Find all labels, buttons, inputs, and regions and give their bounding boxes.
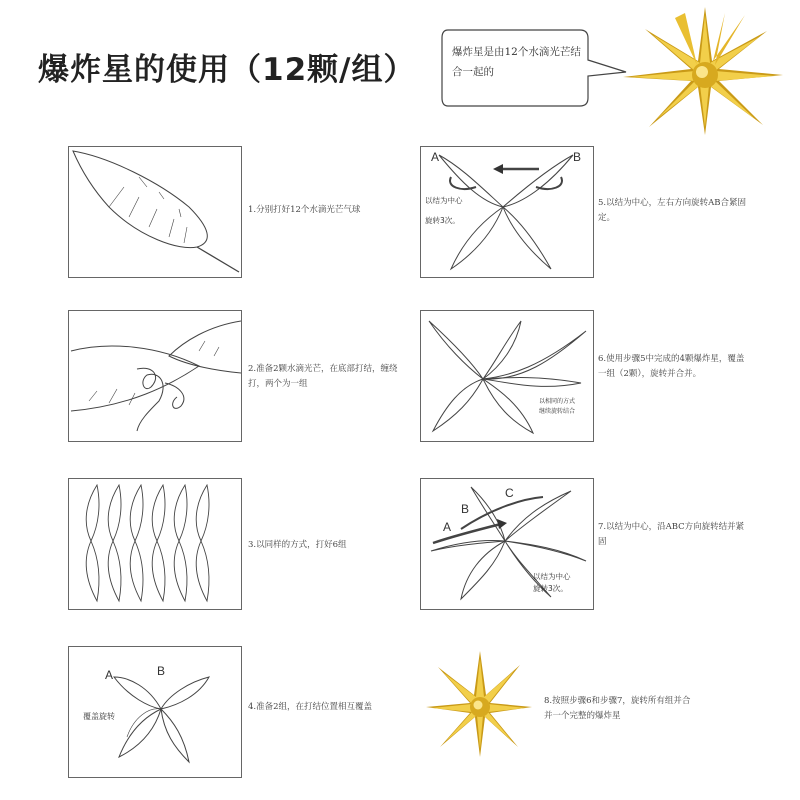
step-5-caption: 5.以结为中心，左右方向旋转AB合紧固定。 [598, 198, 746, 223]
step-1-panel [68, 146, 242, 278]
label-b: B [157, 664, 166, 678]
page-title: 爆炸星的使用（12颗/组） [38, 52, 416, 88]
step-3-caption: 3.以同样的方式，打好6组 [248, 540, 347, 550]
gold-star-image [615, 5, 795, 140]
step-4-caption: 4.准备2组，在打结位置相互覆盖 [248, 702, 373, 712]
label-a: A [105, 668, 114, 682]
label-a: A [443, 520, 452, 534]
step-2-panel [68, 310, 242, 442]
label-b: B [573, 150, 582, 164]
step-6-panel [420, 310, 594, 442]
center-note: 以结为中心 [425, 196, 463, 205]
step-1-caption: 1.分别打好12个水滴光芒气球 [248, 205, 361, 215]
step-4-panel [68, 646, 242, 778]
step-2-caption: 2.准备2颗水滴光芒，在底部打结，缠绕打，两个为一组 [248, 364, 398, 389]
label-b: B [461, 502, 470, 516]
speech-bubble [440, 28, 590, 106]
step-3-panel [68, 478, 242, 610]
finished-star-image [424, 650, 536, 760]
same-way-note: 以相同的方式 [539, 398, 576, 405]
label-a: A [431, 150, 440, 164]
label-c: C [505, 486, 514, 500]
bubble-text: 爆炸星是由12个水滴光芒结合一起的 [452, 46, 581, 78]
step-5-panel [420, 146, 594, 278]
step-7-caption: 7.以结为中心，沿ABC方向旋转结并紧固 [598, 522, 745, 547]
continue-note: 继续旋转结合 [539, 408, 576, 415]
overlap-note: 覆盖旋转 [83, 712, 115, 721]
step-8-caption: 8.按照步骤6和步骤7，旋转所有组并合并一个完整的爆炸星 [544, 696, 691, 721]
center-note: 以结为中心 [533, 572, 571, 581]
step-7-panel [420, 478, 594, 610]
rotate-note: 旋转3次。 [425, 216, 460, 225]
step-6-caption: 6.使用步骤5中完成的4颗爆炸星，覆盖一组（2颗），旋转并合并。 [598, 354, 745, 379]
rotate-note: 旋转3次。 [533, 584, 568, 593]
